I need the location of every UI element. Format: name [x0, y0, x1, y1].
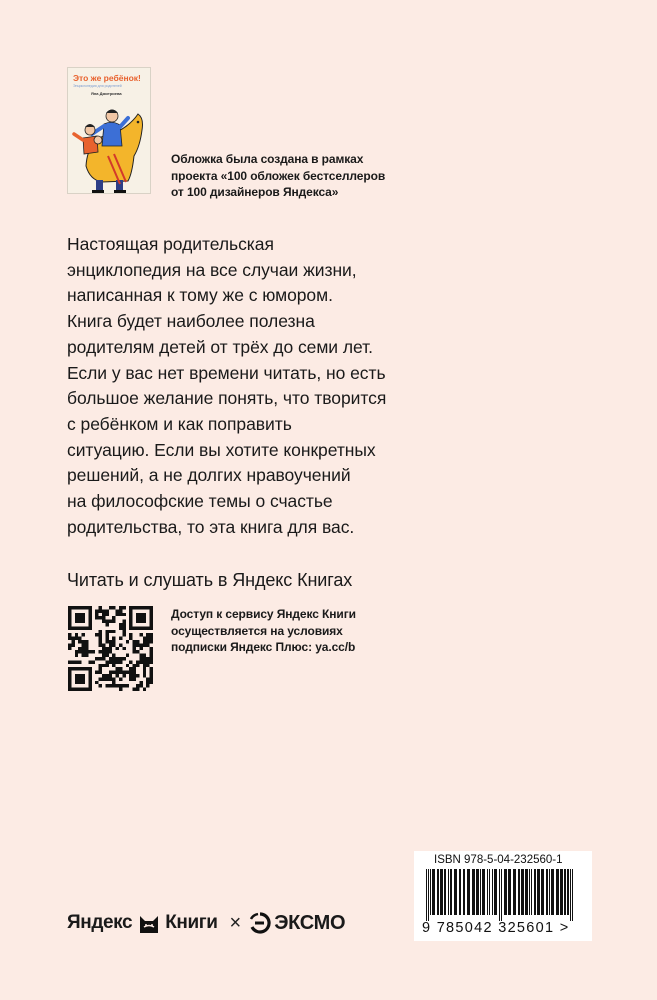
- annotation-line: родительства, то эта книга для вас.: [67, 516, 355, 537]
- read-heading: Читать и слушать в Яндекс Книгах: [67, 570, 353, 590]
- knigi-wordmark: Книги: [165, 912, 218, 933]
- annotation-line: Настоящая родительская: [67, 234, 274, 254]
- annotation-line: решений, а не долгих нравоучений: [67, 465, 351, 486]
- cover-thumbnail: [67, 67, 151, 194]
- thumbnail-author: Яна Дмитриева: [91, 91, 122, 96]
- annotation-line: Если у вас нет времени читать, но есть: [67, 362, 386, 383]
- cat-icon: [137, 911, 161, 935]
- cover-note-line: от 100 дизайнеров Яндекса»: [171, 185, 339, 199]
- cover-note-line: проекта «100 обложек бестселлеров: [171, 168, 386, 183]
- isbn-barcode: [414, 851, 592, 941]
- access-note-line: осуществляется на условиях: [171, 623, 343, 638]
- cover-note: [171, 151, 431, 201]
- annotation-line: на философские темы о счастье: [67, 491, 333, 512]
- access-note: [171, 606, 431, 656]
- annotation-line: с ребёнком и как поправить: [67, 413, 292, 434]
- thumbnail-subtitle: Энциклопедия для родителей: [73, 84, 122, 88]
- access-note-line: Доступ к сервису Яндекс Книги: [171, 607, 356, 621]
- cover-note-line: Обложка была создана в рамках: [171, 152, 364, 166]
- barcode-icon: [422, 869, 584, 921]
- eksmo-wordmark: ЭКСМО: [274, 911, 346, 934]
- annotation-line: большое желание понять, что творится: [67, 388, 387, 409]
- isbn-text: ISBN 978-5-04-232560-1: [434, 854, 563, 866]
- barcode-digits: 9 785042 325601 >: [422, 920, 570, 936]
- thumbnail-title: Это же ребёнок!: [73, 73, 141, 83]
- annotation-line: родителям детей от трёх до семи лет.: [67, 336, 373, 357]
- yandex-wordmark: Яндекс: [67, 912, 133, 933]
- access-note-line: подписки Яндекс Плюс: ya.cc/b: [171, 640, 356, 654]
- book-annotation: [67, 232, 447, 540]
- times-sign: ×: [229, 911, 242, 934]
- cover-illustration: [68, 96, 151, 194]
- annotation-line: Книга будет наиболее полезна: [67, 311, 315, 332]
- qr-code-icon[interactable]: [68, 606, 153, 691]
- annotation-line: написанная к тому же с юмором.: [67, 285, 333, 306]
- publisher-logos: [67, 905, 345, 941]
- eksmo-logo-icon: [249, 912, 271, 934]
- annotation-line: ситуацию. Если вы хотите конкретных: [67, 439, 376, 460]
- annotation-line: энциклопедия на все случаи жизни,: [67, 259, 357, 280]
